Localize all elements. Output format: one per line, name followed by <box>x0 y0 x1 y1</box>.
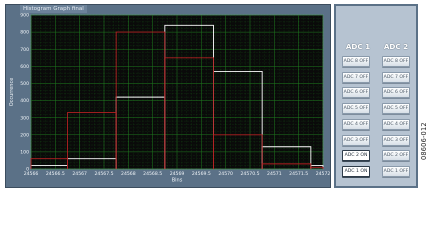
adc2-toggle-button[interactable]: ADC 5 OFF <box>382 103 410 114</box>
x-tick-label: 24566 <box>23 172 39 177</box>
adc2-toggle-button[interactable]: ADC 7 OFF <box>382 72 410 83</box>
adc1-toggle-button[interactable]: ADC 6 OFF <box>342 87 370 98</box>
y-tick-label: 600 <box>20 64 29 70</box>
y-tick-label: 800 <box>20 30 29 36</box>
x-tick-label: 24568.5 <box>143 172 163 177</box>
adc2-toggle-button[interactable]: ADC 8 OFF <box>382 56 410 67</box>
x-tick-label: 24567 <box>72 172 87 177</box>
x-tick-label: 24571.5 <box>289 172 309 177</box>
histogram-panel <box>5 4 331 188</box>
adc2-toggle-button[interactable]: ADC 6 OFF <box>382 87 410 98</box>
adc1-toggle-button[interactable]: ADC 7 OFF <box>342 72 370 83</box>
y-tick-label: 0 <box>26 167 29 173</box>
x-tick-label: 24567.5 <box>94 172 114 177</box>
y-tick-label: 400 <box>20 99 29 105</box>
adc2-toggle-button[interactable]: ADC 4 OFF <box>382 119 410 130</box>
x-tick-label: 24569.5 <box>191 172 211 177</box>
adc2-header: ADC 2 <box>383 42 409 51</box>
adc1-toggle-button[interactable]: ADC 1 ON <box>342 166 370 177</box>
adc1-toggle-button[interactable]: ADC 2 ON <box>342 150 370 161</box>
adc2-toggle-button[interactable]: ADC 2 OFF <box>382 150 410 161</box>
histogram-chart <box>6 5 332 189</box>
x-tick-label: 24571 <box>267 172 282 177</box>
y-tick-label: 900 <box>20 13 29 19</box>
y-tick-label: 100 <box>20 150 29 156</box>
adc2-toggle-button[interactable]: ADC 1 OFF <box>382 166 410 177</box>
y-tick-label: 700 <box>20 47 29 53</box>
figure-id: 08606-012 <box>420 122 428 160</box>
adc1-toggle-button[interactable]: ADC 5 OFF <box>342 103 370 114</box>
y-axis-label: Occurrence <box>9 77 15 107</box>
x-tick-label: 24569 <box>169 172 185 177</box>
y-tick-label: 300 <box>20 116 29 122</box>
x-tick-label: 24566.5 <box>45 172 65 177</box>
adc1-toggle-button[interactable]: ADC 3 OFF <box>342 135 370 146</box>
chart-title: Histogram Graph final <box>20 5 87 13</box>
x-tick-label: 24570 <box>218 172 233 177</box>
x-axis-label: Bins <box>171 177 183 184</box>
x-tick-label: 24572 <box>315 172 331 177</box>
adc1-toggle-button[interactable]: ADC 8 OFF <box>342 56 370 67</box>
x-tick-label: 24570.5 <box>240 172 260 177</box>
adc1-header: ADC 1 <box>345 42 371 51</box>
y-tick-label: 200 <box>20 133 29 139</box>
adc1-toggle-button[interactable]: ADC 4 OFF <box>342 119 370 130</box>
y-tick-label: 500 <box>20 82 29 88</box>
adc2-toggle-button[interactable]: ADC 3 OFF <box>382 135 410 146</box>
adc-control-panel <box>334 4 418 188</box>
x-tick-label: 24568 <box>121 172 136 177</box>
